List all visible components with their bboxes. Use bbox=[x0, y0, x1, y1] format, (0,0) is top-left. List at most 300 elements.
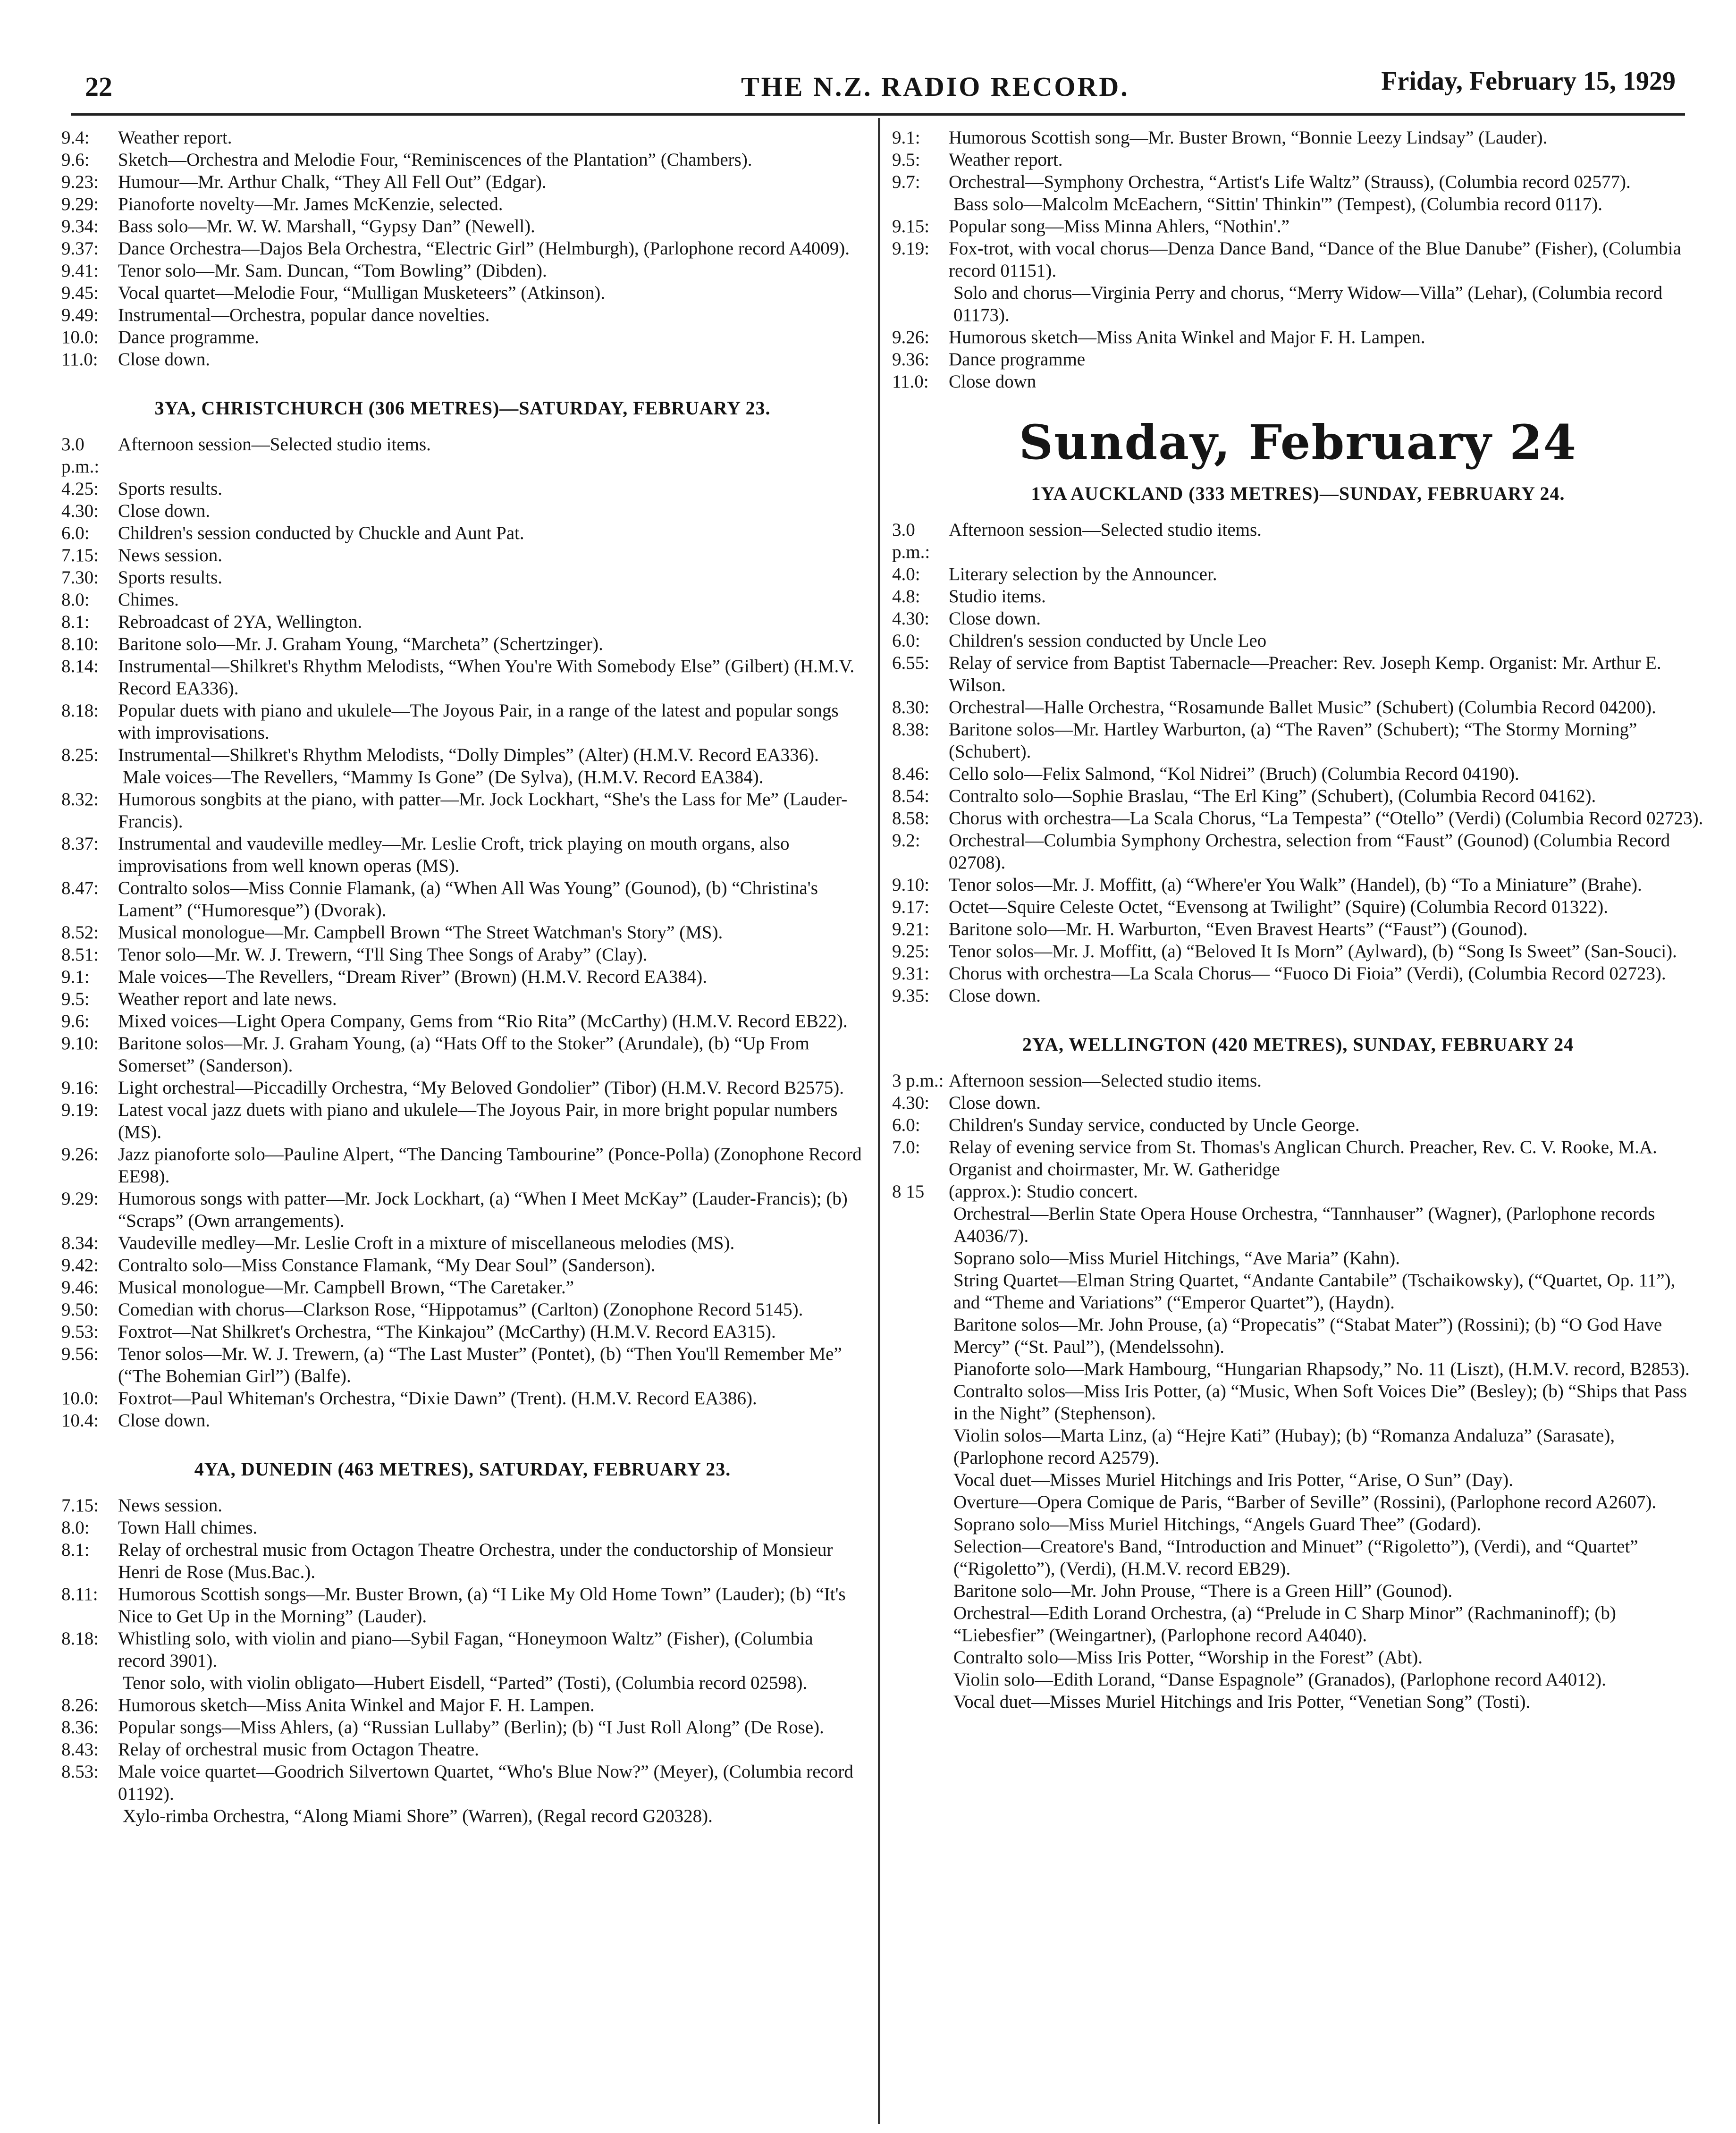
program-entry bbox=[61, 1583, 864, 1627]
program-entry bbox=[61, 237, 864, 260]
program-entry bbox=[892, 807, 1704, 829]
program-entry bbox=[892, 785, 1704, 807]
entry-text: Soprano solo—Miss Muriel Hitchings, “Ave Maria” (Kahn). bbox=[953, 1248, 1400, 1268]
entry-text: Afternoon session—Selected studio items. bbox=[118, 434, 431, 455]
station-heading-christchurch: 3YA, CHRISTCHURCH (306 METRES)—SATURDAY, FEBRUARY 23. bbox=[154, 397, 771, 419]
entry-time: 7.15: bbox=[61, 1495, 99, 1516]
program-entry bbox=[892, 652, 1704, 696]
entry-time: 10.0: bbox=[61, 327, 99, 347]
entry-time: 8.25: bbox=[61, 745, 99, 765]
program-entry bbox=[61, 944, 864, 966]
entry-time: 3 p.m.: bbox=[892, 1071, 944, 1091]
entry-time: 9.23: bbox=[61, 172, 99, 192]
entry-time: 9.46: bbox=[61, 1277, 99, 1298]
entry-text: Vocal quartet—Melodie Four, “Mulligan Musketeers” (Atkinson). bbox=[118, 283, 606, 303]
entry-time: 8.58: bbox=[892, 808, 930, 828]
program-entry bbox=[892, 1691, 1704, 1713]
entry-text: (approx.): Studio concert. bbox=[949, 1181, 1138, 1202]
entry-time: 8.43: bbox=[61, 1739, 99, 1760]
program-entry bbox=[61, 1494, 864, 1517]
program-entry bbox=[61, 1738, 864, 1761]
page-number: 22 bbox=[85, 71, 112, 102]
entry-text: Baritone solos—Mr. John Prouse, (a) “Propecatis” (“Stabat Mater”) (Rossini); (b) “O God Have Mercy” (“St. Paul”), (Mendelssohn). bbox=[953, 1315, 1662, 1357]
program-entry bbox=[61, 589, 864, 611]
entry-text: Contralto solo—Miss Constance Flamank, “My Dear Soul” (Sanderson). bbox=[118, 1255, 656, 1275]
entry-text: Instrumental—Shilkret's Rhythm Melodists, “When You're With Somebody Else” (Gilbert) (H.M.V. Record EA336). bbox=[118, 656, 855, 699]
program-entry bbox=[892, 371, 1704, 393]
entry-time: 6.0: bbox=[61, 523, 90, 543]
entry-time: 7.15: bbox=[61, 545, 99, 565]
entry-text: Musical monologue—Mr. Campbell Brown “The Street Watchman's Story” (MS). bbox=[118, 922, 723, 943]
program-entry bbox=[61, 149, 864, 171]
entry-text: Close down. bbox=[118, 501, 210, 521]
entry-text: Contralto solo—Miss Iris Potter, “Worship in the Forest” (Abt). bbox=[953, 1647, 1423, 1668]
entry-text: Town Hall chimes. bbox=[118, 1518, 258, 1538]
entry-text: Relay of service from Baptist Tabernacle—Preacher: Rev. Joseph Kemp. Organist: Mr. Arthur E. Wilson. bbox=[949, 653, 1661, 695]
program-entry bbox=[892, 1580, 1704, 1602]
program-entry bbox=[61, 877, 864, 921]
entry-text: Contralto solo—Sophie Braslau, “The Erl King” (Schubert), (Columbia Record 04162). bbox=[949, 786, 1596, 806]
entry-text: Contralto solos—Miss Iris Potter, (a) “Music, When Soft Voices Die” (Besley); (b) “Ships that Pass in the Night” (Stephenson). bbox=[953, 1381, 1687, 1424]
entry-time: 3.0 p.m.: bbox=[61, 434, 100, 477]
entry-text: Humorous songbits at the piano, with patter—Mr. Jock Lockhart, “She's the Lass for Me” (Lauder-Francis). bbox=[118, 789, 848, 832]
entry-text: Xylo-rimba Orchestra, “Along Miami Shore” (Warren), (Regal record G20328). bbox=[123, 1806, 713, 1826]
entry-text: Close down. bbox=[949, 1093, 1041, 1113]
entry-time: 9.25: bbox=[892, 941, 930, 961]
entry-time: 8.10: bbox=[61, 634, 99, 654]
program-entry bbox=[61, 1672, 864, 1694]
entry-time: 8.46: bbox=[892, 764, 930, 784]
entry-text: Overture—Opera Comique de Paris, “Barber of Seville” (Rossini), (Parlophone record A2607). bbox=[953, 1492, 1657, 1512]
program-entry bbox=[892, 1180, 1704, 1203]
program-list bbox=[892, 126, 1704, 393]
program-entry bbox=[892, 348, 1704, 371]
entry-time: 3.0 p.m.: bbox=[892, 520, 930, 562]
program-entry bbox=[61, 700, 864, 744]
entry-time: 9.16: bbox=[61, 1078, 99, 1098]
entry-time: 9.4: bbox=[61, 127, 90, 148]
entry-text: Popular song—Miss Minna Ahlers, “Nothin'.” bbox=[949, 216, 1289, 236]
entry-text: Relay of orchestral music from Octagon Theatre. bbox=[118, 1739, 479, 1760]
program-entry bbox=[892, 918, 1704, 940]
entry-text: Afternoon session—Selected studio items. bbox=[949, 1071, 1262, 1091]
entry-text: Baritone solo—Mr. J. Graham Young, “Marcheta” (Schertzinger). bbox=[118, 634, 603, 654]
entry-time: 8.11: bbox=[61, 1584, 98, 1604]
entry-time: 9.36: bbox=[892, 349, 930, 370]
entry-time: 8.14: bbox=[61, 656, 99, 676]
entry-time: 6.55: bbox=[892, 653, 930, 673]
station-heading-wellington: 2YA, WELLINGTON (420 METRES), SUNDAY, FEBRUARY 24 bbox=[1022, 1034, 1574, 1055]
program-entry bbox=[892, 1535, 1704, 1580]
entry-text: Male voices—The Revellers, “Dream River” (Brown) (H.M.V. Record EA384). bbox=[118, 967, 707, 987]
program-entry bbox=[892, 763, 1704, 785]
program-entry bbox=[61, 348, 864, 371]
program-entry bbox=[892, 1314, 1704, 1358]
entry-text: Sports results. bbox=[118, 567, 223, 588]
entry-time: 8.1: bbox=[61, 612, 90, 632]
entry-text: Selection—Creatore's Band, “Introduction and Minuet” (“Rigoletto”), (Verdi), and “Quartet” (“Rigoletto”), (Verdi), (H.M.V. record EB29). bbox=[953, 1536, 1638, 1579]
entry-text: Latest vocal jazz duets with piano and ukulele—The Joyous Pair, in more bright popular numbers (MS). bbox=[118, 1100, 838, 1142]
program-entry bbox=[892, 1358, 1704, 1380]
entry-text: Baritone solos—Mr. J. Graham Young, (a) “Hats Off to the Stoker” (Arundale), (b) “Up From Somerset” (Sanderson). bbox=[118, 1033, 809, 1076]
header-rule bbox=[71, 113, 1685, 116]
program-list bbox=[61, 433, 864, 1432]
entry-text: Weather report. bbox=[949, 150, 1063, 170]
entry-text: Pianoforte novelty—Mr. James McKenzie, selected. bbox=[118, 194, 503, 214]
program-entry bbox=[61, 304, 864, 326]
entry-text: Afternoon session—Selected studio items. bbox=[949, 520, 1262, 540]
entry-time: 8.53: bbox=[61, 1762, 99, 1782]
entry-time: 9.15: bbox=[892, 216, 930, 236]
program-entry bbox=[892, 1114, 1704, 1136]
entry-text: Close down. bbox=[118, 349, 210, 370]
entry-text: Cello solo—Felix Salmond, “Kol Nidrei” (Bruch) (Columbia Record 04190). bbox=[949, 764, 1519, 784]
program-entry bbox=[892, 563, 1704, 585]
entry-text: Bass solo—Malcolm McEachern, “Sittin' Thinkin'” (Tempest), (Columbia record 0117). bbox=[953, 194, 1602, 214]
entry-time: 9.49: bbox=[61, 305, 99, 325]
entry-text: Orchestral—Symphony Orchestra, “Artist's Life Waltz” (Strauss), (Columbia record 02577). bbox=[949, 172, 1631, 192]
entry-time: 7.0: bbox=[892, 1137, 920, 1157]
program-entry bbox=[892, 1425, 1704, 1469]
program-entry bbox=[892, 1380, 1704, 1425]
entry-text: Foxtrot—Paul Whiteman's Orchestra, “Dixie Dawn” (Trent). (H.M.V. Record EA386). bbox=[118, 1388, 757, 1408]
entry-time: 10.4: bbox=[61, 1410, 99, 1431]
program-entry bbox=[61, 921, 864, 944]
entry-text: Sketch—Orchestra and Melodie Four, “Reminiscences of the Plantation” (Chambers). bbox=[118, 150, 752, 170]
entry-text: Orchestral—Edith Lorand Orchestra, (a) “Prelude in C Sharp Minor” (Rachmaninoff); (b) “Liebesfier” (Weingartner), (Parlophone record A4040). bbox=[953, 1603, 1616, 1645]
program-entry bbox=[892, 326, 1704, 348]
program-entry bbox=[892, 126, 1704, 149]
program-entry bbox=[892, 1669, 1704, 1691]
program-entry bbox=[61, 171, 864, 193]
entry-text: Instrumental—Shilkret's Rhythm Melodists, “Dolly Dimples” (Alter) (H.M.V. Record EA336). bbox=[118, 745, 819, 765]
entry-text: Vaudeville medley—Mr. Leslie Croft in a mixture of miscellaneous melodies (MS). bbox=[118, 1233, 735, 1253]
entry-text: Mixed voices—Light Opera Company, Gems from “Rio Rita” (McCarthy) (H.M.V. Record EB22). bbox=[118, 1011, 848, 1031]
entry-text: Instrumental—Orchestra, popular dance novelties. bbox=[118, 305, 490, 325]
entry-text: Popular songs—Miss Ahlers, (a) “Russian Lullaby” (Berlin); (b) “I Just Roll Along” (De Rose). bbox=[118, 1717, 824, 1737]
entry-text: Tenor solo, with violin obligato—Hubert Eisdell, “Parted” (Tosti), (Columbia record 02598). bbox=[123, 1673, 808, 1693]
program-entry bbox=[61, 566, 864, 589]
entry-time: 9.5: bbox=[61, 989, 90, 1009]
program-entry bbox=[61, 1099, 864, 1143]
entry-time: 4.0: bbox=[892, 564, 920, 584]
entry-text: Dance Orchestra—Dajos Bela Orchestra, “Electric Girl” (Helmburgh), (Parlophone record A4009). bbox=[118, 238, 850, 259]
entry-time: 8.34: bbox=[61, 1233, 99, 1253]
program-entry bbox=[892, 896, 1704, 918]
entry-text: Dance programme bbox=[949, 349, 1086, 370]
entry-time: 8.18: bbox=[61, 700, 99, 721]
program-list bbox=[61, 126, 864, 371]
entry-time: 9.10: bbox=[61, 1033, 99, 1054]
entry-text: News session. bbox=[118, 545, 222, 565]
program-entry bbox=[61, 1276, 864, 1298]
entry-text: Humorous sketch—Miss Anita Winkel and Major F. H. Lampen. bbox=[949, 327, 1425, 347]
entry-text: Children's session conducted by Uncle Leo bbox=[949, 631, 1267, 651]
entry-time: 10.0: bbox=[61, 1388, 99, 1408]
entry-text: Chorus with orchestra—La Scala Chorus— “Fuoco Di Fioia” (Verdi), (Columbia Record 02723). bbox=[949, 963, 1666, 984]
program-entry bbox=[61, 966, 864, 988]
entry-time: 9.19: bbox=[892, 238, 930, 259]
entry-text: Humorous Scottish songs—Mr. Buster Brown, (a) “I Like My Old Home Town” (Lauder); (b) “It's Nice to Get Up in the Morning” (Lauder). bbox=[118, 1584, 846, 1627]
program-entry bbox=[892, 282, 1704, 326]
entry-time: 6.0: bbox=[892, 631, 920, 651]
entry-time: 4.25: bbox=[61, 479, 99, 499]
entry-text: Instrumental and vaudeville medley—Mr. Leslie Croft, trick playing on mouth organs, also improvisations from well known operas (MS). bbox=[118, 834, 790, 876]
entry-text: Close down. bbox=[949, 608, 1041, 629]
program-entry bbox=[61, 522, 864, 544]
program-entry bbox=[892, 1513, 1704, 1535]
entry-text: Soprano solo—Miss Muriel Hitchings, “Angels Guard Thee” (Godard). bbox=[953, 1514, 1482, 1534]
entry-text: Orchestral—Halle Orchestra, “Rosamunde Ballet Music” (Schubert) (Columbia Record 04200). bbox=[949, 697, 1656, 717]
program-entry bbox=[61, 1032, 864, 1077]
entry-text: Orchestral—Columbia Symphony Orchestra, selection from “Faust” (Gounod) (Columbia Record 02708). bbox=[949, 830, 1670, 873]
entry-time: 8.51: bbox=[61, 944, 99, 965]
program-entry bbox=[892, 940, 1704, 962]
entry-time: 9.41: bbox=[61, 261, 99, 281]
entry-time: 9.10: bbox=[892, 875, 930, 895]
program-entry bbox=[61, 1409, 864, 1432]
entry-text: Weather report. bbox=[118, 127, 232, 148]
entry-time: 9.5: bbox=[892, 150, 920, 170]
entry-text: Contralto solos—Miss Connie Flamank, (a) “When All Was Young” (Gounod), (b) “Christina's Lament” (“Humoresque”) (Dvorak). bbox=[118, 878, 818, 920]
program-entry bbox=[61, 1805, 864, 1827]
entry-time: 9.56: bbox=[61, 1344, 99, 1364]
program-entry bbox=[892, 607, 1704, 630]
program-entry bbox=[61, 1321, 864, 1343]
program-entry bbox=[892, 1646, 1704, 1669]
entry-time: 9.6: bbox=[61, 150, 90, 170]
left-column bbox=[61, 126, 864, 1827]
entry-text: Studio items. bbox=[949, 586, 1046, 607]
entry-text: Baritone solo—Mr. H. Warburton, “Even Bravest Hearts” (“Faust”) (Gounod). bbox=[949, 919, 1528, 939]
program-entry bbox=[892, 149, 1704, 171]
program-entry bbox=[892, 1092, 1704, 1114]
entry-time: 8.18: bbox=[61, 1628, 99, 1649]
entry-text: Humorous songs with patter—Mr. Jock Lockhart, (a) “When I Meet McKay” (Lauder-Francis); (b) “Scraps” (Own arrangements). bbox=[118, 1189, 848, 1231]
program-entry bbox=[892, 1469, 1704, 1491]
entry-time: 4.30: bbox=[892, 1093, 930, 1113]
entry-time: 8.38: bbox=[892, 719, 930, 740]
entry-text: String Quartet—Elman String Quartet, “Andante Cantabile” (Tschaikowsky), (“Quartet, Op. 11”), and “Theme and Variations” (“Emperor Quartet”), (Haydn). bbox=[953, 1270, 1676, 1313]
program-entry bbox=[61, 1343, 864, 1387]
program-entry bbox=[892, 1070, 1704, 1092]
program-entry bbox=[61, 655, 864, 700]
entry-time: 11.0: bbox=[892, 371, 929, 392]
program-list bbox=[61, 1494, 864, 1827]
program-entry bbox=[892, 1203, 1704, 1247]
entry-text: Octet—Squire Celeste Octet, “Evensong at Twilight” (Squire) (Columbia Record 01322). bbox=[949, 897, 1608, 917]
program-entry bbox=[892, 585, 1704, 607]
entry-text: Popular duets with piano and ukulele—The Joyous Pair, in a range of the latest and popular songs with improvisations. bbox=[118, 700, 839, 743]
program-entry bbox=[892, 1269, 1704, 1314]
program-entry bbox=[892, 1602, 1704, 1646]
program-entry bbox=[892, 985, 1704, 1007]
program-entry bbox=[61, 611, 864, 633]
program-entry bbox=[61, 1010, 864, 1032]
entry-time: 4.30: bbox=[61, 501, 99, 521]
program-entry bbox=[61, 988, 864, 1010]
entry-text: Comedian with chorus—Clarkson Rose, “Hippotamus” (Carlton) (Zonophone Record 5145). bbox=[118, 1299, 803, 1320]
entry-text: Male voices—The Revellers, “Mammy Is Gone” (De Sylva), (H.M.V. Record EA384). bbox=[123, 767, 764, 787]
entry-time: 9.50: bbox=[61, 1299, 99, 1320]
program-entry bbox=[61, 126, 864, 149]
entry-text: Weather report and late news. bbox=[118, 989, 337, 1009]
entry-text: Literary selection by the Announcer. bbox=[949, 564, 1217, 584]
entry-time: 9.34: bbox=[61, 216, 99, 236]
entry-text: Close down. bbox=[949, 986, 1041, 1006]
entry-time: 8.30: bbox=[892, 697, 930, 717]
program-entry bbox=[61, 766, 864, 788]
program-entry bbox=[61, 478, 864, 500]
right-column bbox=[892, 126, 1704, 1713]
program-entry bbox=[61, 1627, 864, 1672]
entry-time: 8.26: bbox=[61, 1695, 99, 1715]
program-entry bbox=[61, 833, 864, 877]
page-header bbox=[71, 61, 1685, 118]
program-entry bbox=[61, 282, 864, 304]
entry-text: Vocal duet—Misses Muriel Hitchings and Iris Potter, “Arise, O Sun” (Day). bbox=[953, 1470, 1513, 1490]
entry-text: Solo and chorus—Virginia Perry and chorus, “Merry Widow—Villa” (Lehar), (Columbia record 01173). bbox=[953, 283, 1663, 325]
station-heading-dunedin: 4YA, DUNEDIN (463 METRES), SATURDAY, FEBRUARY 23. bbox=[194, 1459, 731, 1480]
day-heading: Sunday, February 24 bbox=[1019, 414, 1577, 470]
entry-time: 8.37: bbox=[61, 834, 99, 854]
program-entry bbox=[892, 171, 1704, 193]
program-entry bbox=[61, 633, 864, 655]
entry-text: Relay of evening service from St. Thomas's Anglican Church. Preacher, Rev. C. V. Rooke, M.A. Organist and choirmaster, Mr. W. Gatheridge bbox=[949, 1137, 1657, 1180]
entry-text: Male voice quartet—Goodrich Silvertown Quartet, “Who's Blue Now?” (Meyer), (Columbia record 01192). bbox=[118, 1762, 853, 1804]
entry-text: Close down. bbox=[118, 1410, 210, 1431]
program-entry bbox=[892, 630, 1704, 652]
entry-time: 9.29: bbox=[61, 194, 99, 214]
entry-text: Relay of orchestral music from Octagon Theatre Orchestra, under the conductorship of Monsieur Henri de Rose (Mus.Bac.). bbox=[118, 1540, 833, 1582]
entry-time: 8 15 bbox=[892, 1181, 925, 1202]
entry-text: News session. bbox=[118, 1495, 222, 1516]
entry-time: 8.32: bbox=[61, 789, 99, 809]
entry-time: 8.52: bbox=[61, 922, 99, 943]
program-entry bbox=[61, 500, 864, 522]
entry-text: Jazz pianoforte solo—Pauline Alpert, “The Dancing Tambourine” (Ponce-Polla) (Zonophone Record EE98). bbox=[118, 1144, 862, 1187]
entry-text: Light orchestral—Piccadilly Orchestra, “My Beloved Gondolier” (Tibor) (H.M.V. Record B2575). bbox=[118, 1078, 844, 1098]
program-entry bbox=[61, 1761, 864, 1805]
program-entry bbox=[61, 1077, 864, 1099]
program-entry bbox=[61, 1387, 864, 1409]
entry-time: 9.35: bbox=[892, 986, 930, 1006]
program-entry bbox=[61, 433, 864, 478]
program-entry bbox=[61, 744, 864, 766]
program-entry bbox=[892, 1491, 1704, 1513]
entry-time: 6.0: bbox=[892, 1115, 920, 1135]
program-entry bbox=[892, 1136, 1704, 1180]
program-entry bbox=[892, 1247, 1704, 1269]
entry-time: 9.53: bbox=[61, 1322, 99, 1342]
entry-text: Violin solo—Edith Lorand, “Danse Espagnole” (Granados), (Parlophone record A4012). bbox=[953, 1669, 1606, 1690]
entry-time: 9.17: bbox=[892, 897, 930, 917]
masthead: THE N.Z. RADIO RECORD. bbox=[741, 71, 1129, 102]
entry-text: Tenor solo—Mr. W. J. Trewern, “I'll Sing Thee Songs of Araby” (Clay). bbox=[118, 944, 648, 965]
entry-time: 7.30: bbox=[61, 567, 99, 588]
entry-text: Chimes. bbox=[118, 590, 179, 610]
entry-text: Whistling solo, with violin and piano—Sybil Fagan, “Honeymoon Waltz” (Fisher), (Columbia record 3901). bbox=[118, 1628, 813, 1671]
program-entry bbox=[61, 1517, 864, 1539]
entry-text: Fox-trot, with vocal chorus—Denza Dance Band, “Dance of the Blue Danube” (Fisher), (Columbia record 01151). bbox=[949, 238, 1681, 281]
program-entry bbox=[892, 519, 1704, 563]
entry-time: 8.54: bbox=[892, 786, 930, 806]
entry-time: 9.2: bbox=[892, 830, 920, 851]
entry-time: 9.29: bbox=[61, 1189, 99, 1209]
program-entry bbox=[892, 718, 1704, 763]
entry-text: Orchestral—Berlin State Opera House Orchestra, “Tannhauser” (Wagner), (Parlophone records A4036/7). bbox=[953, 1204, 1655, 1246]
entry-text: Children's Sunday service, conducted by Uncle George. bbox=[949, 1115, 1360, 1135]
entry-text: Bass solo—Mr. W. W. Marshall, “Gypsy Dan” (Newell). bbox=[118, 216, 535, 236]
column-divider bbox=[878, 118, 880, 2124]
entry-text: Tenor solos—Mr. J. Moffitt, (a) “Where'er You Walk” (Handel), (b) “To a Miniature” (Brahe). bbox=[949, 875, 1642, 895]
entry-time: 8.1: bbox=[61, 1540, 90, 1560]
program-entry bbox=[61, 326, 864, 348]
entry-text: Tenor solos—Mr. J. Moffitt, (a) “Beloved It Is Morn” (Aylward), (b) “Song Is Sweet” (San-Souci). bbox=[949, 941, 1677, 961]
entry-time: 8.0: bbox=[61, 1518, 90, 1538]
entry-text: Tenor solos—Mr. W. J. Trewern, (a) “The Last Muster” (Pontet), (b) “Then You'll Remember Me” (“The Bohemian Girl”) (Balfe). bbox=[118, 1344, 842, 1386]
entry-time: 9.7: bbox=[892, 172, 920, 192]
program-entry bbox=[61, 1143, 864, 1188]
entry-time: 11.0: bbox=[61, 349, 98, 370]
entry-time: 9.45: bbox=[61, 283, 99, 303]
entry-time: 9.1: bbox=[61, 967, 90, 987]
entry-text: Baritone solo—Mr. John Prouse, “There is a Green Hill” (Gounod). bbox=[953, 1581, 1453, 1601]
program-entry bbox=[61, 193, 864, 215]
entry-time: 9.6: bbox=[61, 1011, 90, 1031]
entry-text: Foxtrot—Nat Shilkret's Orchestra, “The Kinkajou” (McCarthy) (H.M.V. Record EA315). bbox=[118, 1322, 776, 1342]
issue-date: Friday, February 15, 1929 bbox=[1381, 67, 1676, 96]
entry-time: 9.26: bbox=[892, 327, 930, 347]
entry-text: Children's session conducted by Chuckle and Aunt Pat. bbox=[118, 523, 524, 543]
entry-text: Humorous Scottish song—Mr. Buster Brown, “Bonnie Leezy Lindsay” (Lauder). bbox=[949, 127, 1548, 148]
program-entry bbox=[61, 1188, 864, 1232]
entry-text: Pianoforte solo—Mark Hambourg, “Hungarian Rhapsody,” No. 11 (Liszt), (H.M.V. record, B2853). bbox=[953, 1359, 1690, 1379]
program-entry bbox=[61, 1716, 864, 1738]
program-entry bbox=[892, 237, 1704, 282]
entry-text: Musical monologue—Mr. Campbell Brown, “The Caretaker.” bbox=[118, 1277, 574, 1298]
program-entry bbox=[892, 215, 1704, 237]
entry-text: Sports results. bbox=[118, 479, 223, 499]
program-entry bbox=[61, 260, 864, 282]
program-list bbox=[892, 1070, 1704, 1713]
entry-time: 8.0: bbox=[61, 590, 90, 610]
entry-time: 9.31: bbox=[892, 963, 930, 984]
program-entry bbox=[61, 1298, 864, 1321]
entry-time: 9.21: bbox=[892, 919, 930, 939]
entry-text: Humorous sketch—Miss Anita Winkel and Major F. H. Lampen. bbox=[118, 1695, 595, 1715]
program-list bbox=[892, 519, 1704, 1007]
entry-text: Rebroadcast of 2YA, Wellington. bbox=[118, 612, 362, 632]
entry-time: 4.8: bbox=[892, 586, 920, 607]
program-entry bbox=[61, 1694, 864, 1716]
entry-text: Humour—Mr. Arthur Chalk, “They All Fell Out” (Edgar). bbox=[118, 172, 547, 192]
entry-time: 9.37: bbox=[61, 238, 99, 259]
entry-text: Tenor solo—Mr. Sam. Duncan, “Tom Bowling” (Dibden). bbox=[118, 261, 547, 281]
program-entry bbox=[61, 1539, 864, 1583]
entry-time: 8.47: bbox=[61, 878, 99, 898]
entry-time: 9.1: bbox=[892, 127, 920, 148]
program-entry bbox=[892, 193, 1704, 215]
entry-time: 9.19: bbox=[61, 1100, 99, 1120]
entry-text: Baritone solos—Mr. Hartley Warburton, (a) “The Raven” (Schubert); “The Stormy Morning” (Schubert). bbox=[949, 719, 1637, 762]
entry-time: 9.26: bbox=[61, 1144, 99, 1164]
program-entry bbox=[892, 696, 1704, 718]
entry-text: Close down bbox=[949, 371, 1037, 392]
program-entry bbox=[61, 1254, 864, 1276]
program-entry bbox=[892, 829, 1704, 874]
station-heading-auckland: 1YA AUCKLAND (333 METRES)—SUNDAY, FEBRUARY 24. bbox=[1031, 483, 1565, 504]
